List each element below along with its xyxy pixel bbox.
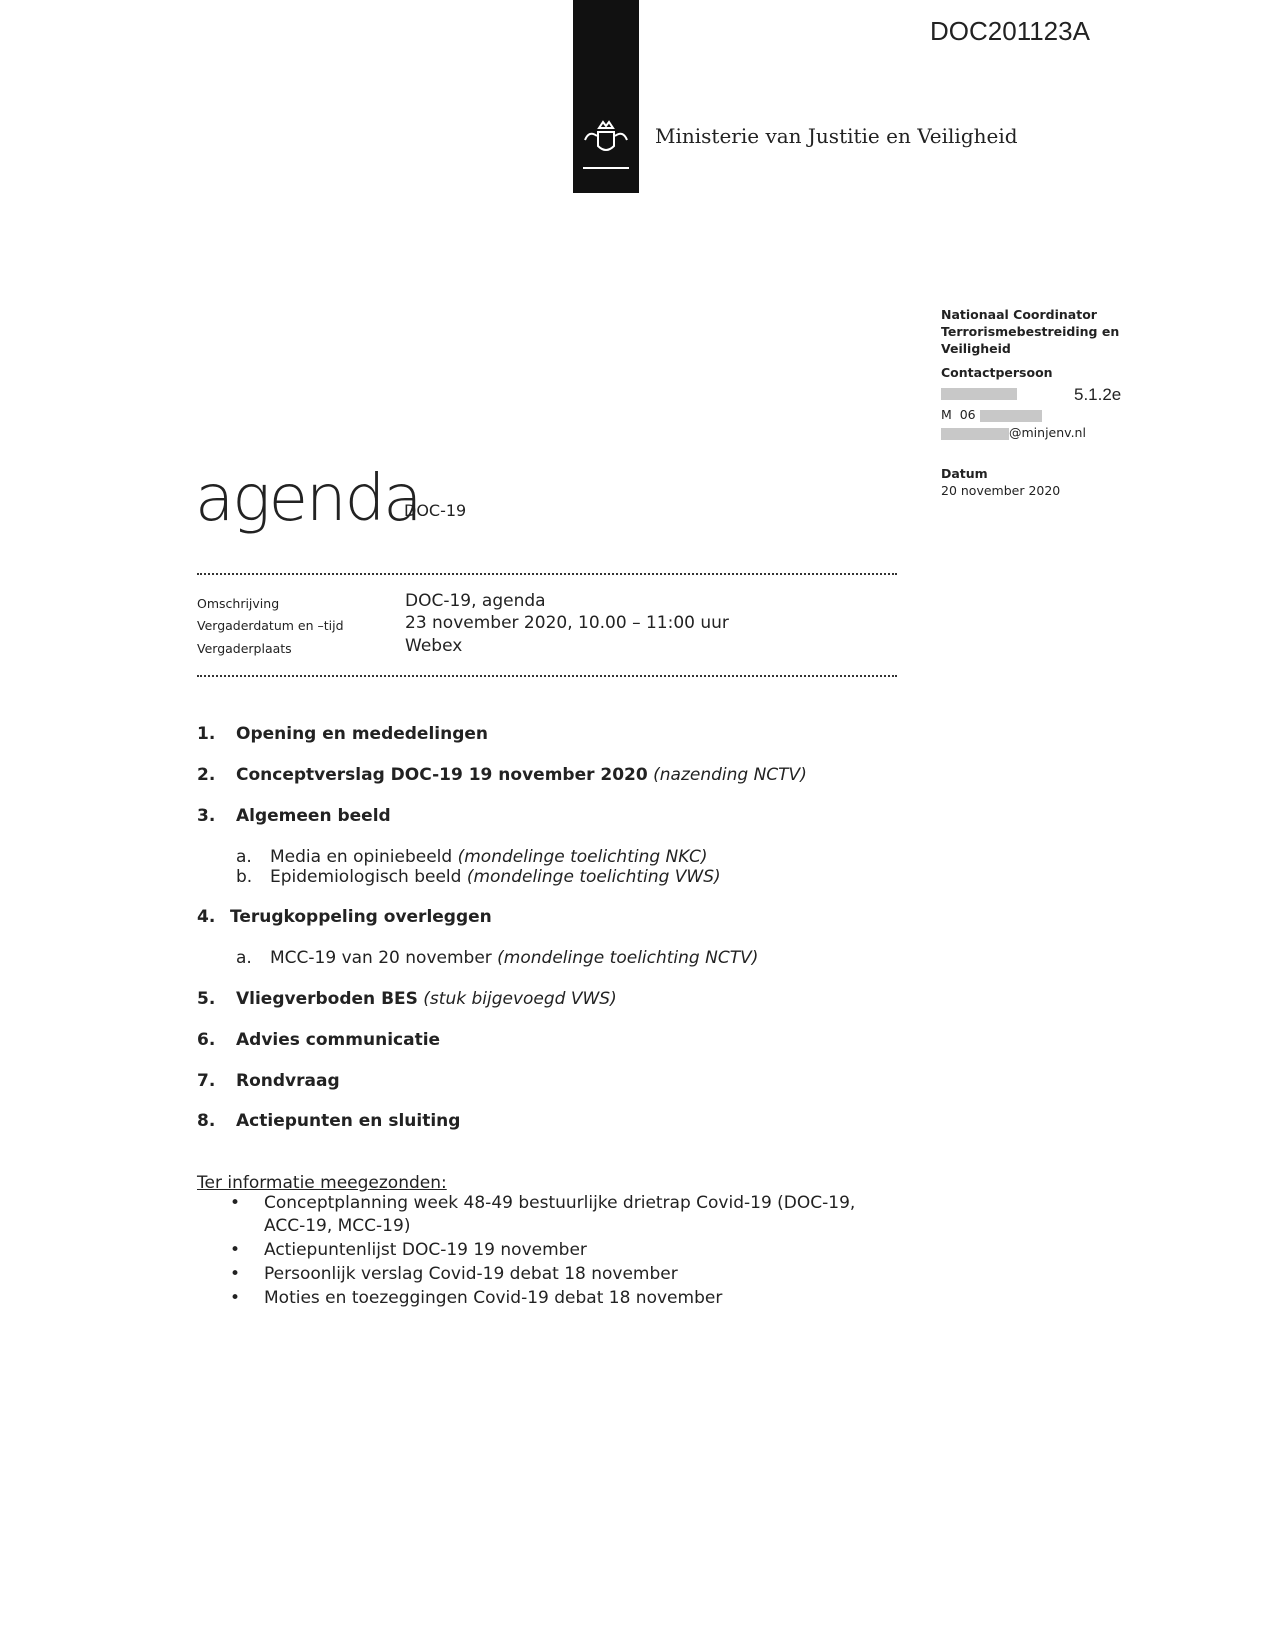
org-line: Nationaal Coordinator bbox=[941, 307, 1097, 322]
meta-value: 23 november 2020, 10.00 – 11:00 uur bbox=[405, 613, 729, 633]
info-list-item: • Actiepuntenlijst DOC-19 19 november bbox=[230, 1240, 587, 1260]
contact-label: Contactpersoon bbox=[941, 365, 1053, 380]
info-list-item: • Moties en toezeggingen Covid-19 debat 18 november bbox=[230, 1288, 723, 1308]
email bbox=[941, 424, 1086, 441]
title-code: DOC-19 bbox=[404, 501, 467, 520]
org-line: Terrorismebestreiding en bbox=[941, 324, 1120, 339]
redaction-box bbox=[941, 428, 1009, 440]
meta-value: DOC-19, agenda bbox=[405, 591, 546, 611]
info-heading: Ter informatie meegezonden: bbox=[197, 1173, 447, 1193]
org-line: Veiligheid bbox=[941, 341, 1011, 356]
agenda-subitem: a. Media en opiniebeeld (mondelinge toelichting NKC) bbox=[236, 847, 708, 867]
agenda-item: 3. Algemeen beeld bbox=[197, 806, 391, 826]
page-title: agenda bbox=[195, 462, 421, 536]
meta-label: Omschrijving bbox=[197, 596, 280, 611]
phone bbox=[941, 406, 1042, 423]
date-value: 20 november 2020 bbox=[941, 483, 1061, 498]
ministry-name: Ministerie van Justitie en Veiligheid bbox=[655, 124, 1018, 148]
redaction-box bbox=[941, 388, 1017, 400]
coat-of-arms-logo bbox=[573, 0, 639, 193]
email-suffix: @minjenv.nl bbox=[1009, 425, 1086, 440]
meta-value: Webex bbox=[405, 636, 463, 656]
agenda-item: 1. Opening en mededelingen bbox=[197, 724, 489, 744]
date-label: Datum bbox=[941, 466, 988, 481]
agenda-item: 8. Actiepunten en sluiting bbox=[197, 1111, 461, 1131]
agenda-item: 4. Terugkoppeling overleggen bbox=[197, 907, 492, 927]
agenda-item: 6. Advies communicatie bbox=[197, 1030, 441, 1050]
document-id: DOC201123A bbox=[930, 16, 1090, 46]
agenda-item: 5. Vliegverboden BES (stuk bijgevoegd VWS) bbox=[197, 989, 617, 1009]
org-name bbox=[941, 306, 1119, 357]
meta-label: Vergaderdatum en –tijd bbox=[197, 618, 344, 633]
redaction-box bbox=[980, 410, 1042, 422]
phone-prefix: M 06 bbox=[941, 407, 976, 422]
divider bbox=[197, 573, 897, 575]
info-list-item-continued: ACC-19, MCC-19) bbox=[264, 1216, 411, 1236]
agenda-item: 2. Conceptverslag DOC-19 19 november 2020 (nazending NCTV) bbox=[197, 765, 807, 785]
redaction-code: 5.1.2e bbox=[1074, 385, 1122, 404]
agenda-subitem: a. MCC-19 van 20 november (mondelinge toelichting NCTV) bbox=[236, 948, 759, 968]
agenda-item: 7. Rondvraag bbox=[197, 1071, 340, 1091]
info-list-item: • Conceptplanning week 48-49 bestuurlijke drietrap Covid-19 (DOC-19, bbox=[230, 1193, 856, 1213]
meta-label: Vergaderplaats bbox=[197, 641, 292, 656]
agenda-subitem: b. Epidemiologisch beeld (mondelinge toelichting VWS) bbox=[236, 867, 721, 887]
crest-icon bbox=[573, 0, 639, 193]
info-list-item: • Persoonlijk verslag Covid-19 debat 18 november bbox=[230, 1264, 678, 1284]
divider bbox=[197, 675, 897, 677]
